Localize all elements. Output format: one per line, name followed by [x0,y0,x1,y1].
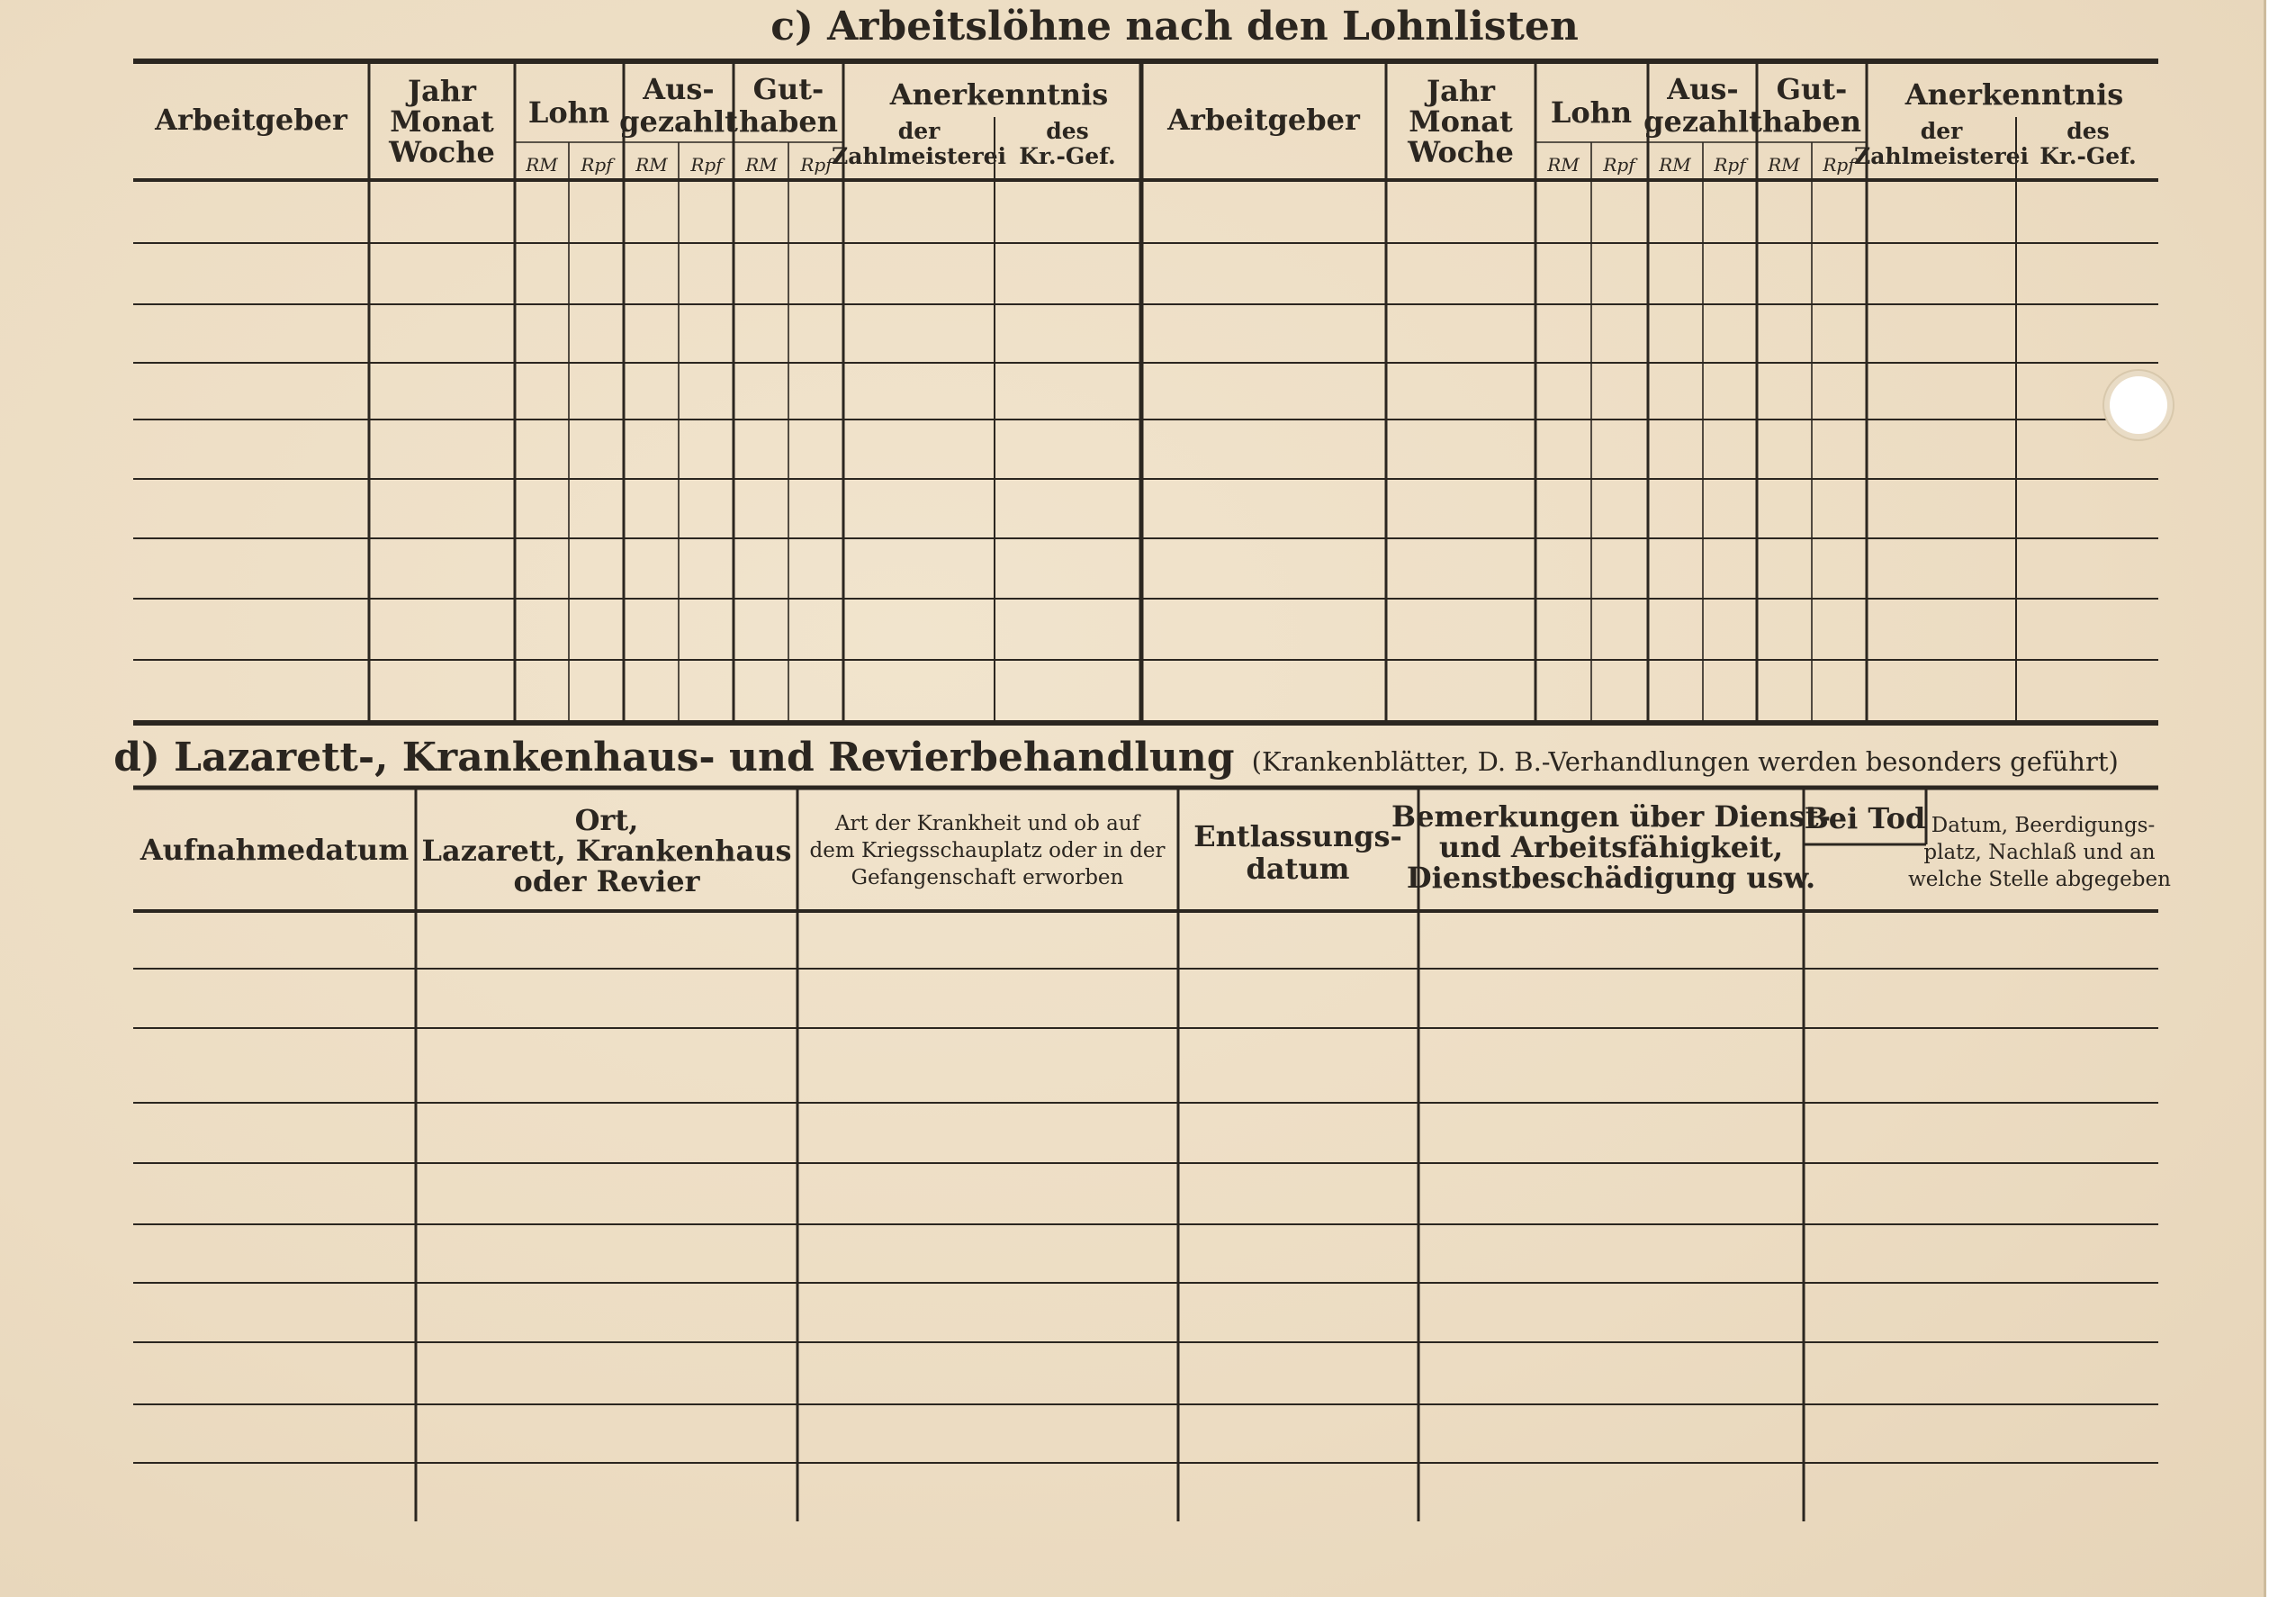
lohn-header: Lohn [527,95,610,130]
section-c-header-right [1166,72,2137,176]
lohn-rpf-unit: Rpf [581,154,613,176]
ausgezahlt-line2-2: gezahlt [1643,104,1762,139]
art-krankheit-line1: Art der Krankheit und ob auf [834,812,1140,835]
art-krankheit-line2: dem Kriegsschauplatz oder in der [809,839,1166,862]
guthaben-line2: haben [739,104,838,139]
arbeitgeber-header-2: Arbeitgeber [1167,103,1360,137]
woche-label-2: Woche [1408,135,1514,169]
section-c-header-left [154,72,1116,176]
guthaben-rpf-unit-2: Rpf [1823,154,1855,176]
section-d-title: d) Lazarett-, Krankenhaus- und Revierbehandlung [113,735,1235,780]
lohn-rm-unit: RM [526,154,558,176]
datum-beerdigung-line1: Datum, Beerdigungs- [1931,814,2156,837]
guthaben-line1-2: Gut- [1776,72,1848,106]
ort-line3: oder Revier [513,864,700,898]
ausgezahlt-rm-unit-2: RM [1659,154,1691,176]
zahlmeisterei-label: Zahlmeisterei [831,143,1007,169]
der-label-2: der [1920,118,1963,144]
entlassungsdatum-line2: datum [1246,852,1350,886]
ausgezahlt-line2: gezahlt [619,104,738,139]
art-krankheit-line3: Gefangenschaft erworben [851,866,1124,889]
der-label: der [897,118,941,144]
ausgezahlt-rpf-unit-2: Rpf [1714,154,1746,176]
zahlmeisterei-label-2: Zahlmeisterei [1853,143,2030,169]
ort-line2: Lazarett, Krankenhaus [421,834,792,868]
ort-line1: Ort, [574,803,639,837]
bei-tod-label: Bei Tod [1804,801,1926,835]
anerkenntnis-header-2: Anerkenntnis [1904,77,2124,112]
punch-hole [2110,376,2167,434]
section-d-heading [113,735,2119,780]
ausgezahlt-rm-unit: RM [635,154,668,176]
monat-label-2: Monat [1409,104,1513,139]
krgef-label: Kr.-Gef. [1019,143,1116,169]
krgef-label-2: Kr.-Gef. [2039,143,2137,169]
bemerkungen-line2: und Arbeitsfähigkeit, [1438,830,1784,864]
guthaben-rpf-unit: Rpf [800,154,833,176]
lohn-rm-unit-2: RM [1547,154,1580,176]
section-c-row-lines [133,243,2158,660]
section-c-title: c) Arbeitslöhne nach den Lohnlisten [770,4,1579,50]
jahr-label: Jahr [408,74,476,108]
guthaben-line2-2: haben [1762,104,1861,139]
section-d-column-lines [416,789,1926,1521]
guthaben-line1: Gut- [752,72,824,106]
monat-label: Monat [390,104,494,139]
section-d-note: (Krankenblätter, D. B.-Verhandlungen werden besonders geführt) [1251,746,2119,777]
aufnahmedatum-header: Aufnahmedatum [140,833,410,867]
entlassungsdatum-line1: Entlassungs- [1193,819,1402,853]
section-d-row-lines [133,969,2158,1463]
datum-beerdigung-line2: platz, Nachlaß und an [1923,841,2156,864]
arbeitgeber-header: Arbeitgeber [155,103,347,137]
section-d-header [140,799,2171,898]
jahr-label-2: Jahr [1427,74,1495,108]
bemerkungen-line3: Dienstbeschädigung usw. [1406,861,1816,895]
des-label-2: des [2066,118,2110,144]
lohn-rpf-unit-2: Rpf [1603,154,1635,176]
guthaben-rm-unit: RM [745,154,778,176]
bemerkungen-line1: Bemerkungen über Dienst- [1391,799,1831,834]
woche-label: Woche [389,135,495,169]
anerkenntnis-header: Anerkenntnis [889,77,1109,112]
ausgezahlt-line1: Aus- [643,72,715,106]
ausgezahlt-line1-2: Aus- [1667,72,1739,106]
ausgezahlt-rpf-unit: Rpf [690,154,723,176]
guthaben-rm-unit-2: RM [1768,154,1800,176]
datum-beerdigung-line3: welche Stelle abgegeben [1908,868,2171,891]
des-label: des [1046,118,1089,144]
lohn-header-2: Lohn [1550,95,1633,130]
